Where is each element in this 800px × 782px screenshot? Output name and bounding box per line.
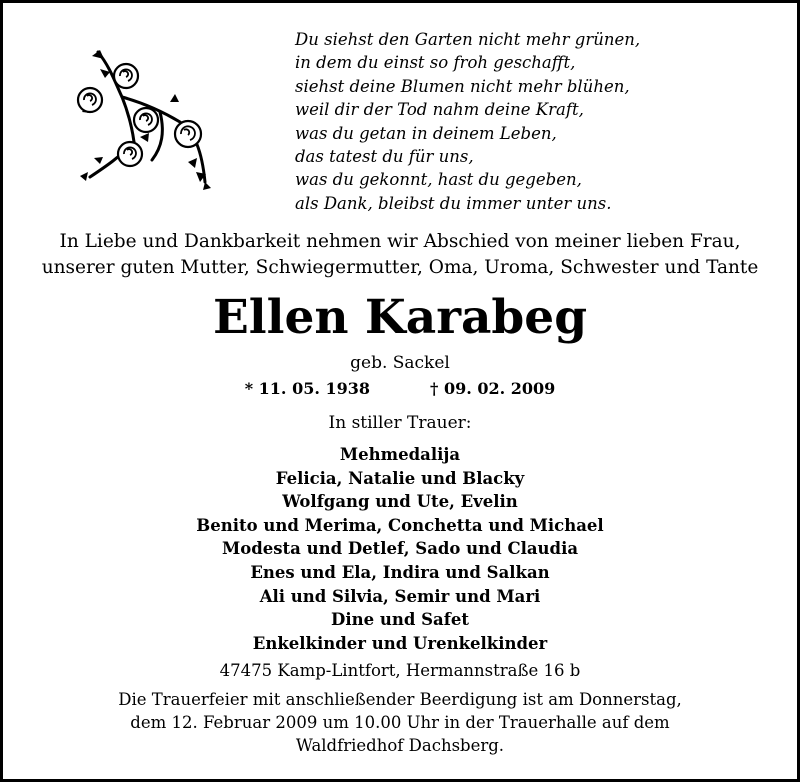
mourning-heading: In stiller Trauer:: [328, 413, 472, 433]
poem-line: was du gekonnt, hast du gegeben,: [295, 170, 582, 190]
poem-line: Du siehst den Garten nicht mehr grünen,: [295, 30, 641, 49]
poem-line: siehst deine Blumen nicht mehr blühen,: [295, 76, 630, 96]
poem-line: was du getan in deinem Leben,: [295, 123, 557, 143]
address: 47475 Kamp-Lintfort, Hermannstraße 16 b: [219, 661, 581, 680]
funeral-line: dem 12. Februar 2009 um 10.00 Uhr in der Trauerhalle auf dem: [130, 713, 670, 732]
intro-line: In Liebe und Dankbarkeit nehmen wir Abschied von meiner lieben Frau,: [59, 231, 741, 252]
intro-line: unserer guten Mutter, Schwiegermutter, Oma, Uroma, Schwester und Tante: [41, 257, 759, 278]
mourner-line: Ali und Silvia, Semir und Mari: [259, 586, 541, 606]
funeral-line: Waldfriedhof Dachsberg.: [295, 736, 505, 755]
mourner-line: Enes und Ela, Indira und Salkan: [250, 562, 550, 582]
poem-line: als Dank, bleibst du immer unter uns.: [295, 193, 612, 213]
poem-line: das tatest du für uns,: [295, 147, 474, 167]
mourner-line: Enkelkinder und Urenkelkinder: [252, 633, 548, 653]
deceased-name: Ellen Karabeg: [212, 290, 588, 345]
birth-date: * 11. 05. 1938: [244, 379, 370, 398]
funeral-line: Die Trauerfeier mit anschließender Beerdigung ist am Donnerstag,: [118, 690, 682, 709]
life-dates: [0, 378, 800, 400]
mourner-line: Dine und Safet: [331, 610, 469, 630]
intro-text: [0, 229, 800, 281]
poem-line: weil dir der Tod nahm deine Kraft,: [295, 100, 584, 120]
mourner-line: Benito und Merima, Conchetta und Michael: [196, 515, 604, 535]
funeral-info: [0, 688, 800, 757]
mourner-line: Felicia, Natalie und Blacky: [275, 468, 525, 488]
poem-line: in dem du einst so froh geschafft,: [295, 53, 576, 73]
death-date: † 09. 02. 2009: [430, 379, 556, 398]
poem: [295, 28, 640, 215]
mourner-line: Wolfgang und Ute, Evelin: [282, 492, 518, 512]
mourner-line: Modesta und Detlef, Sado und Claudia: [221, 539, 579, 559]
mourners-list: [0, 443, 800, 655]
roses-icon: [70, 42, 220, 192]
mourner-line: Mehmedalija: [339, 445, 461, 464]
birth-name: geb. Sackel: [350, 353, 450, 373]
